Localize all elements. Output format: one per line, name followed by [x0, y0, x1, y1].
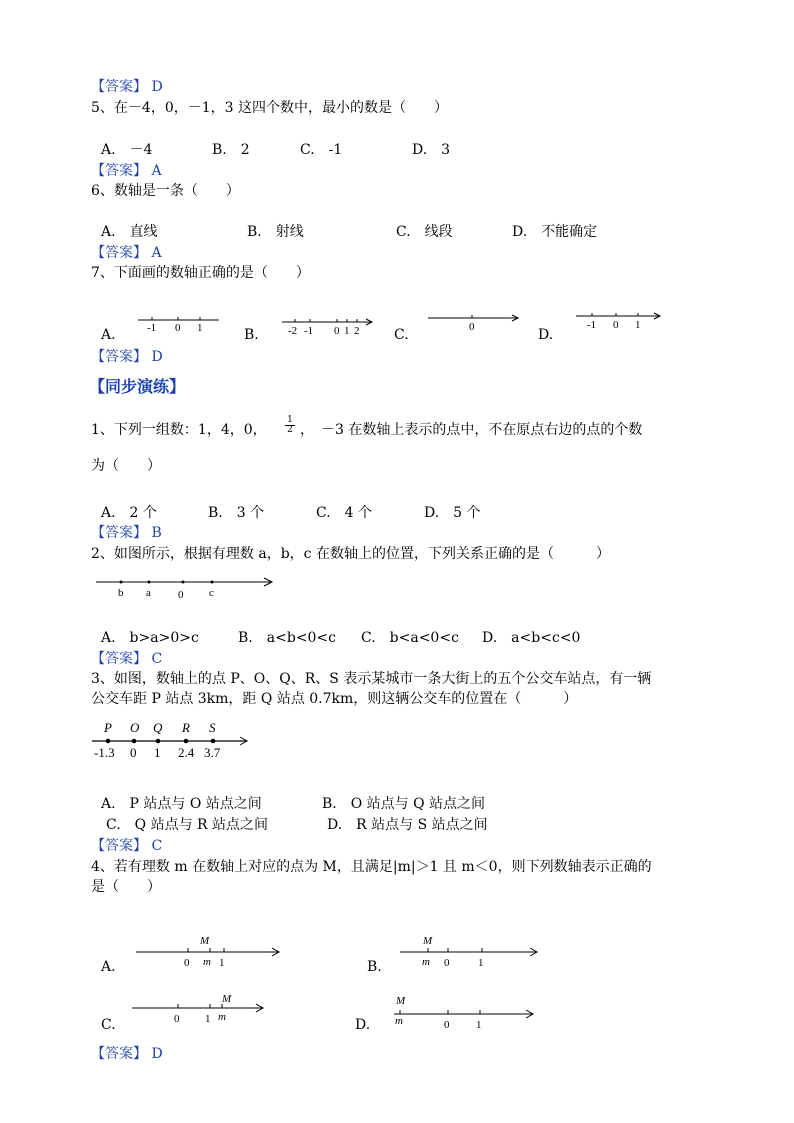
s1-option-a: A. 2 个 — [101, 505, 157, 521]
axis-tick-label: 2 — [354, 325, 360, 337]
axis-tick-label: m — [218, 1011, 226, 1023]
s1-option-c: C. 4 个 — [316, 505, 373, 521]
station-label: S — [209, 720, 216, 735]
q6-option-b: B. 射线 — [247, 224, 304, 240]
station-point — [184, 739, 189, 744]
axis-tick-label: -1.3 — [94, 745, 115, 760]
exercise-3-stem-line2: 公交车距 P 站点 3km，距 Q 站点 0.7km，则这辆公交车的位置在（ ） — [91, 691, 578, 707]
axis-tick-label: 0 — [334, 325, 340, 337]
axis-tick-label: -1 — [147, 322, 157, 334]
question-5-stem: 5、在－4，0，－1，3 这四个数中，最小的数是（ ） — [91, 100, 448, 116]
point-b — [120, 581, 123, 584]
axis-tick-label: 1 — [476, 1019, 482, 1031]
station-point — [211, 739, 216, 744]
point-origin — [182, 581, 185, 584]
station-label: P — [104, 720, 112, 735]
axis-tick-label: -2 — [288, 325, 298, 337]
question-7-stem: 7、下面画的数轴正确的是（ ） — [91, 265, 310, 281]
question-6-stem: 6、数轴是一条（ ） — [91, 183, 240, 199]
answer-label: 【答案】 C — [91, 651, 163, 667]
axis-tick-label: m — [422, 956, 430, 968]
answer-label: 【答案】 D — [91, 1046, 163, 1062]
s2-option-b: B. a<b<0<c — [238, 630, 336, 646]
s2-option-c: C. b<a<0<c — [361, 630, 459, 646]
axis-tick-label: 1 — [154, 745, 161, 760]
axis-tick-label: -1 — [304, 325, 314, 337]
q7-option-b-letter: B. — [244, 327, 259, 343]
axis-tick-label: 0 — [174, 1013, 180, 1025]
s2-option-a: A. b>a>0>c — [101, 630, 199, 646]
exercise-2-number-line — [94, 576, 276, 602]
s4-option-b-number-line — [398, 932, 542, 972]
s2-option-d: D. a<b<c<0 — [482, 630, 581, 646]
exercise-1-stem-part3: 为（ ） — [91, 458, 161, 474]
station-point — [156, 739, 161, 744]
axis-tick-label: 0 — [178, 589, 184, 601]
q5-option-c: C. -1 — [300, 142, 343, 158]
s4-option-c-letter: C. — [101, 1017, 116, 1033]
s3-option-d: D. R 站点与 S 站点之间 — [327, 817, 488, 833]
answer-label: 【答案】 C — [91, 838, 163, 854]
q5-option-b: B. 2 — [212, 142, 250, 158]
axis-tick-label: -1 — [587, 319, 597, 331]
axis-tick-label: 1 — [635, 319, 641, 331]
axis-tick-label: 1 — [197, 322, 203, 334]
point-label-m: M — [423, 935, 433, 947]
s4-option-c-number-line — [130, 990, 270, 1030]
exercise-1-stem-part2: ， －3 在数轴上表示的点中，不在原点右边的点的个数 — [300, 422, 643, 438]
axis-tick-label: 0 — [184, 957, 190, 969]
answer-label: 【答案】 D — [91, 79, 163, 95]
axis-tick-label: a — [146, 587, 151, 599]
station-label: Q — [153, 720, 163, 735]
section-title: 【同步演练】 — [89, 377, 186, 396]
axis-tick-label: 0 — [130, 745, 137, 760]
axis-tick-label: 1 — [478, 957, 484, 969]
q7-option-a-number-line — [135, 314, 225, 336]
q6-option-d: D. 不能确定 — [512, 224, 598, 240]
axis-tick-label: 0 — [444, 957, 450, 969]
s4-option-d-number-line — [392, 990, 538, 1030]
axis-tick-label: 0 — [444, 1019, 450, 1031]
s4-option-b-letter: B. — [367, 959, 382, 975]
axis-tick-label: 3.7 — [204, 745, 221, 760]
exercise-2-stem: 2、如图所示，根据有理数 a，b，c 在数轴上的位置，下列关系正确的是（ ） — [91, 546, 610, 562]
q5-option-d: D. 3 — [412, 142, 451, 158]
point-a — [148, 581, 151, 584]
q7-option-d-number-line — [574, 310, 664, 332]
answer-label: 【答案】 B — [91, 525, 162, 541]
s1-option-d: D. 5 个 — [424, 505, 481, 521]
q6-option-c: C. 线段 — [396, 224, 453, 240]
axis-tick-label: 0 — [469, 321, 475, 333]
station-point — [132, 739, 137, 744]
fraction-numerator: 1 — [285, 416, 295, 426]
fraction-denominator: 2 — [287, 425, 293, 435]
axis-tick-label: m — [203, 956, 211, 968]
axis-tick-label: 1 — [219, 957, 225, 969]
s4-option-a-number-line — [134, 932, 284, 972]
answer-label: 【答案】 A — [91, 245, 162, 261]
axis-tick-label: b — [118, 587, 124, 599]
s3-option-b: B. O 站点与 Q 站点之间 — [322, 796, 486, 812]
axis-tick-label: 0 — [175, 322, 181, 334]
s3-option-c: C. Q 站点与 R 站点之间 — [106, 817, 269, 833]
q7-option-c-letter: C. — [394, 327, 409, 343]
s4-option-d-letter: D. — [355, 1017, 371, 1033]
q7-option-d-letter: D. — [538, 327, 554, 343]
q7-option-c-number-line — [426, 312, 522, 334]
axis-tick-label: c — [209, 587, 214, 599]
exercise-4-stem-line1: 4、若有理数 m 在数轴上对应的点为 M，且满足|m|＞1 且 m＜0，则下列数轴表示正确的 — [91, 859, 652, 875]
point-label-m: M — [200, 935, 210, 947]
station-label: O — [130, 720, 140, 735]
point-c — [211, 581, 214, 584]
exercise-3-stem-line1: 3、如图，数轴上的点 P、O、Q、R、S 表示某城市一条大街上的五个公交车站点，有一辆 — [91, 671, 652, 687]
point-label-m: M — [396, 995, 406, 1007]
s3-option-a: A. P 站点与 O 站点之间 — [101, 796, 262, 812]
answer-label: 【答案】 D — [91, 349, 163, 365]
axis-tick-label: 0 — [613, 319, 619, 331]
exercise-4-stem-line2: 是（ ） — [91, 879, 161, 895]
station-point — [106, 739, 111, 744]
s1-option-b: B. 3 个 — [208, 505, 265, 521]
q6-option-a: A. 直线 — [101, 224, 158, 240]
q7-option-b-number-line — [280, 316, 376, 338]
s4-option-a-letter: A. — [101, 959, 116, 975]
axis-tick-label: 2.4 — [178, 745, 195, 760]
fraction-one-half — [285, 416, 295, 435]
exercise-3-number-line — [90, 718, 252, 764]
axis-tick-label: 1 — [205, 1013, 211, 1025]
axis-tick-label: m — [395, 1015, 403, 1027]
q7-option-a-letter: A. — [101, 327, 116, 343]
axis-tick-label: 1 — [344, 325, 350, 337]
point-label-m: M — [222, 993, 232, 1005]
answer-label: 【答案】 A — [91, 163, 162, 179]
station-label: R — [182, 720, 190, 735]
q5-option-a: A. －4 — [101, 142, 153, 158]
exercise-1-stem-part1: 1、下列一组数：1，4，0， — [91, 422, 267, 438]
